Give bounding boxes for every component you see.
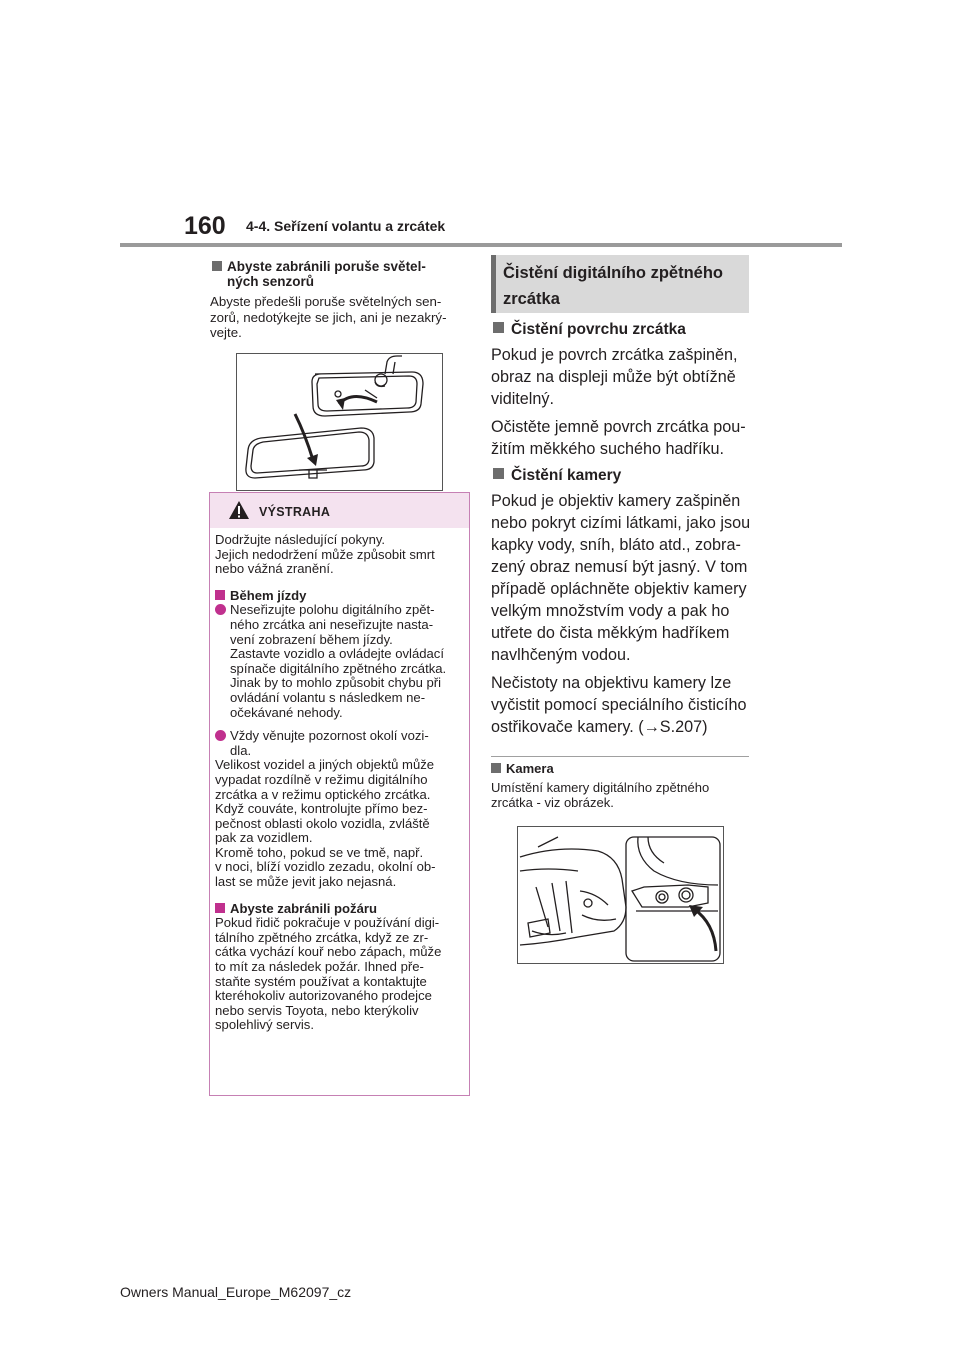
surface-line: Pokud je povrch zrcátka zašpiněn, (491, 346, 738, 364)
sensor-text-line: zorů, nedotýkejte se jich, ani je nezakrý- (210, 309, 447, 325)
warning-intro-line: Jejich nedodržení může způsobit smrt (215, 546, 435, 562)
bullet-line: očekávané nehody. (230, 704, 343, 720)
warning-line: Pokud řidič pokračuje v používání digi- (215, 915, 440, 931)
warning-line: Kromě toho, pokud se ve tmě, např. (215, 844, 424, 860)
camera-heading (493, 467, 621, 485)
camera-line: velkým množstvím vody a pak ho (491, 602, 730, 620)
section-marker-icon (493, 468, 504, 479)
warning-line: tálního zpětného zrcátka, když ze zr- (215, 929, 429, 945)
warning-box (209, 492, 470, 1096)
camera-line: zený obraz nemusí být jasný. V tom (491, 558, 748, 576)
bullet-line: ovládání volantu s následkem ne- (230, 689, 426, 705)
page-number: 160 (184, 212, 226, 240)
sensor-heading (212, 259, 470, 289)
camera-drawing (518, 827, 723, 963)
camera-heading-text: Čistění kamery (511, 467, 622, 484)
bullet-line: vení zobrazení během jízdy. (230, 631, 393, 647)
camera-page-reference[interactable]: ostřikovače kamery. (→S.207) (491, 718, 708, 736)
fire-heading-text: Abyste zabránili požáru (230, 900, 377, 916)
surface-paragraph (491, 344, 751, 460)
warning-intro-line: Dodržujte následující pokyny. (215, 532, 386, 547)
bullet-line: Vždy věnujte pozornost okolí vozi- (230, 728, 429, 744)
warning-line: to mít za následek požár. Ihned pře- (215, 959, 424, 975)
sensor-text (210, 294, 472, 341)
bullet-icon (215, 604, 226, 615)
surface-heading (493, 321, 686, 339)
warning-line: pak za vozidlem. (215, 830, 313, 846)
camera-paragraph (491, 490, 751, 738)
section-marker-icon (493, 322, 504, 333)
camera-line: vyčistit pomocí speciálního čisticího (491, 696, 747, 714)
fire-heading (215, 902, 467, 917)
section-marker-icon (491, 763, 501, 773)
bullet-line: dla. (230, 742, 252, 758)
bullet-line: Neseřizujte polohu digitálního zpět- (230, 602, 435, 618)
mirror-drawing (237, 354, 442, 490)
camera-line: Pokud je objektiv kamery zašpiněn (491, 492, 741, 510)
warning-line: nebo servis Toyota, nebo kterýkoliv (215, 1002, 419, 1018)
heading-accent-bar (491, 255, 496, 313)
camera-line: Nečistoty na objektivu kamery lze (491, 674, 732, 692)
driving-bullet-1 (215, 603, 467, 720)
warning-line: last se může jevit jako nejasná. (215, 874, 397, 890)
header-rule (120, 243, 842, 247)
bullet-icon (215, 730, 226, 741)
sensor-heading-line: Abyste zabránili poruše světel- (227, 259, 426, 274)
warning-line: pečnost oblasti okolo vozidla, zvláště (215, 815, 430, 831)
camera-line: případě opláchněte objektiv kamery (491, 580, 747, 598)
bullet-line: spínače digitálního zpětného zrcátka. (230, 660, 447, 676)
camera-note-heading (491, 761, 554, 776)
camera-note-line: zrcátka - viz obrázek. (491, 794, 614, 810)
warning-triangle-icon (228, 500, 250, 520)
camera-line: utřete do čista měkkým hadříkem (491, 624, 730, 642)
bullet-line: ného zrcátka ani neseřizujte nasta- (230, 616, 434, 632)
section-marker-icon (212, 261, 222, 271)
surface-line: žitím měkkého suchého hadříku. (491, 440, 725, 458)
camera-note-text (491, 781, 749, 810)
surface-line: Očistěte jemně povrch zrcátka pou- (491, 418, 746, 436)
camera-line: nebo pokryt cizími látkami, jako jsou (491, 514, 751, 532)
driving-heading (215, 589, 467, 604)
warning-body (215, 533, 467, 1033)
warning-line: Když couváte, kontrolujte přímo bez- (215, 801, 428, 817)
surface-line: viditelný. (491, 390, 554, 408)
warning-title: VÝSTRAHA (259, 505, 331, 519)
camera-note-heading-text: Kamera (506, 761, 554, 776)
warning-line: spolehlivý servis. (215, 1017, 314, 1033)
camera-line: kapky vody, sníh, bláto atd., zobra- (491, 536, 741, 554)
cleaning-heading-box (491, 255, 749, 313)
section-marker-icon (215, 903, 225, 913)
camera-note-line: Umístění kamery digitálního zpětného (491, 780, 710, 795)
warning-header (210, 493, 469, 528)
sensor-text-line: Abyste předešli poruše světelných sen- (210, 294, 442, 309)
warning-line: cátka vychází kouř nebo zápach, může (215, 944, 442, 960)
surface-heading-text: Čistění povrchu zrcátka (511, 321, 686, 338)
divider (491, 756, 749, 757)
cleaning-heading-line: Čistění digitálního zpětného (503, 264, 723, 282)
camera-illustration (517, 826, 724, 964)
warning-line: zrcátka a v režimu optického zrcátka. (215, 786, 431, 802)
section-marker-icon (215, 590, 225, 600)
sensor-text-line: vejte. (210, 325, 242, 340)
mirror-illustration (236, 353, 443, 491)
cleaning-heading-line: zrcátka (503, 290, 560, 308)
driving-bullet-2 (215, 729, 467, 758)
sensor-heading-line: ných senzorů (227, 274, 315, 289)
surface-line: obraz na displeji může být obtížně (491, 368, 736, 386)
camera-line: navlhčeným vodou. (491, 646, 631, 664)
warning-line: kteréhokoliv autorizovaného prodejce (215, 988, 432, 1004)
bullet-line: Zastavte vozidlo a ovládejte ovládací (230, 646, 444, 662)
bullet-line: Jinak by to mohlo způsobit chybu při (230, 675, 442, 691)
cleaning-heading (503, 260, 745, 312)
warning-line: staňte systém používat a kontaktujte (215, 973, 427, 989)
driving-heading-text: Během jízdy (230, 587, 307, 603)
footer-text: Owners Manual_Europe_M62097_cz (120, 1284, 352, 1300)
warning-line: v noci, blíží vozidlo zezadu, okolní ob- (215, 859, 436, 875)
warning-line: Velikost vozidel a jiných objektů může (215, 757, 435, 773)
section-title: 4-4. Seřízení volantu a zrcátek (246, 218, 446, 234)
warning-intro-line: nebo vážná zranění. (215, 561, 334, 577)
warning-line: vypadat rozdílně v režimu digitálního (215, 771, 428, 787)
